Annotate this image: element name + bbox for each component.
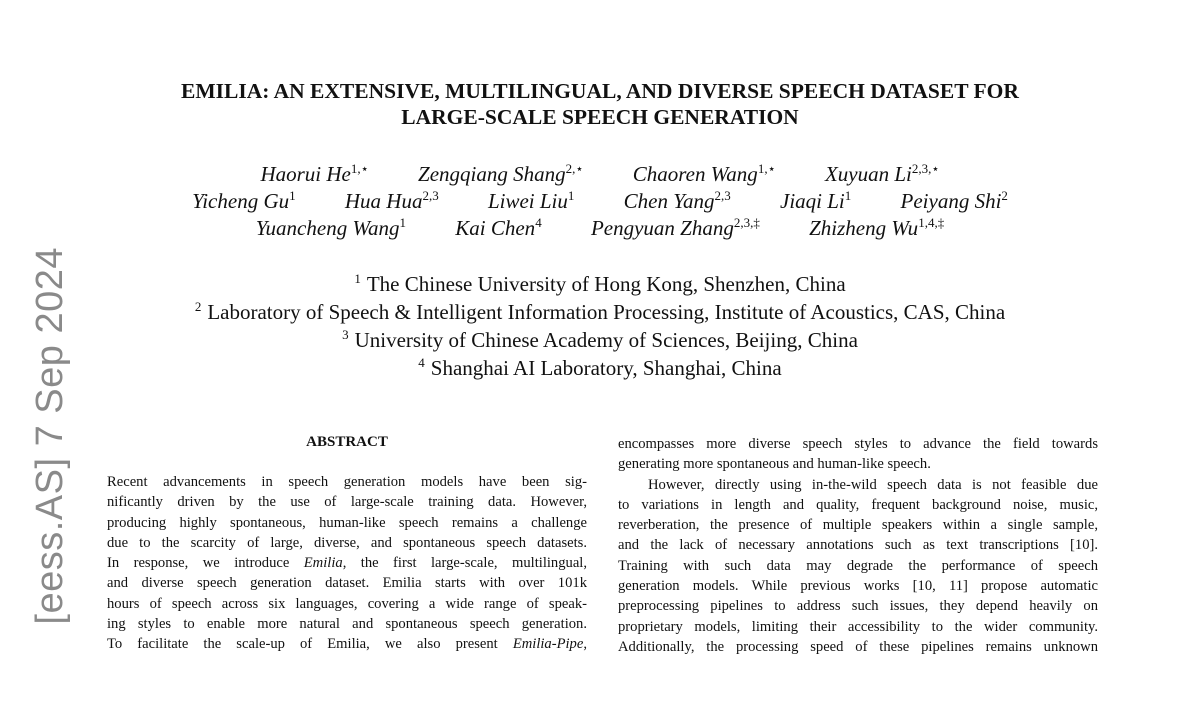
- author: [256, 215, 406, 242]
- author-row-1: [80, 161, 1120, 188]
- author: [901, 188, 1008, 215]
- author: [825, 161, 940, 188]
- body-line: and the lack of necessary annotations such as text transcriptions [10].: [618, 537, 1098, 554]
- author-affiliation-mark: 4: [535, 215, 542, 230]
- abstract-line: hours of speech across six languages, covering a wide range of speak-: [107, 595, 587, 612]
- affiliation: [80, 298, 1120, 326]
- introduction-column: [618, 434, 1098, 657]
- author: [809, 215, 944, 242]
- author-affiliation-mark: 1: [844, 188, 852, 203]
- author-name: Kai Chen: [455, 216, 536, 240]
- author-affiliation-mark: 2,3: [714, 188, 731, 203]
- abstract-line-text: ,: [583, 636, 587, 653]
- author-name: Zhizheng Wu: [809, 216, 919, 240]
- author-affiliation-mark: 2,3: [422, 188, 439, 203]
- affiliation: [80, 326, 1120, 354]
- body-line: proprietary models, limiting their accessibility to the wider community.: [618, 618, 1098, 635]
- body-line: preprocessing pipelines to address such issues, they depend heavily on: [618, 598, 1098, 615]
- author: [260, 161, 368, 188]
- pipeline-name-emphasis: Emilia-Pipe: [512, 636, 584, 653]
- body-line: encompasses more diverse speech styles to advance the field towards: [618, 436, 1098, 452]
- author-name: Yicheng Gu: [192, 189, 290, 213]
- author-name: Liwei Liu: [487, 189, 568, 213]
- abstract-line: ing styles to enable more natural and spontaneous speech generation.: [107, 616, 587, 633]
- author-name: Chen Yang: [623, 189, 715, 213]
- author: [624, 188, 731, 215]
- body-line: generating more spontaneous and human-like speech.: [618, 456, 931, 473]
- author: [345, 188, 439, 215]
- affiliation: [80, 354, 1120, 382]
- author-affiliation-mark: 2,⋆: [565, 161, 584, 176]
- author-affiliation-mark: 1,⋆: [350, 161, 369, 176]
- abstract-line-text: In response, we introduce: [107, 555, 304, 572]
- author: [488, 188, 574, 215]
- abstract-line-text: , the first large-scale, multilingual,: [342, 555, 588, 572]
- author-list: [80, 161, 1120, 242]
- author-affiliation-mark: 1,⋆: [757, 161, 776, 176]
- author-affiliation-mark: 2: [1001, 188, 1008, 203]
- author-affiliation-mark: 1: [289, 188, 296, 203]
- author-name: Pengyuan Zhang: [590, 216, 734, 240]
- author: [633, 161, 776, 188]
- author-name: Zengqiang Shang: [418, 162, 566, 186]
- author-row-2: [80, 188, 1120, 215]
- author-affiliation-mark: 2,3,‡: [733, 215, 760, 230]
- author: [455, 215, 541, 242]
- dataset-name-emphasis: Emilia: [303, 555, 343, 572]
- author-affiliation-mark: 1: [399, 215, 407, 230]
- affiliation-number: 4: [418, 355, 425, 370]
- affiliation-text: University of Chinese Academy of Sciences, Beijing, China: [354, 328, 858, 352]
- title-line-1: EMILIA: AN EXTENSIVE, MULTILINGUAL, AND DIVERSE SPEECH DATASET FOR: [181, 79, 1019, 103]
- body-line: to variations in length and quality, frequent background noise, music,: [618, 496, 1098, 513]
- author-name: Yuancheng Wang: [255, 216, 400, 240]
- affiliation-text: The Chinese University of Hong Kong, Shenzhen, China: [366, 272, 846, 296]
- abstract-line: nificantly driven by the use of large-scale training data. However,: [107, 494, 587, 511]
- author-affiliation-mark: 2,3,⋆: [911, 161, 940, 176]
- affiliation-text: Shanghai AI Laboratory, Shanghai, China: [430, 356, 782, 380]
- affiliation-list: [80, 270, 1120, 382]
- body-line: reverberation, the presence of multiple speakers within a single sample,: [618, 517, 1098, 534]
- affiliation-number: 3: [342, 327, 349, 342]
- body-line: generation models. While previous works [10, 11] propose automatic: [618, 578, 1098, 595]
- abstract-column: [107, 432, 587, 655]
- abstract-line-text: To facilitate the scale-up of Emilia, we also present: [107, 636, 513, 653]
- author: [192, 188, 296, 215]
- affiliation-text: Laboratory of Speech & Intelligent Information Processing, Institute of Acoustics, CAS, China: [207, 300, 1006, 324]
- author: [780, 188, 851, 215]
- body-line: However, directly using in-the-wild speech data is not feasible due: [648, 476, 1098, 493]
- body-line: Training with such data may degrade the performance of speech: [618, 557, 1098, 574]
- author-row-3: [80, 215, 1120, 242]
- author-name: Haorui He: [260, 162, 351, 186]
- body-line: Additionally, the processing speed of these pipelines remains unknown: [618, 638, 1098, 655]
- author: [591, 215, 760, 242]
- abstract-line: [107, 553, 587, 573]
- abstract-line: and diverse speech generation dataset. Emilia starts with over 101k: [107, 575, 587, 592]
- author-name: Chaoren Wang: [632, 162, 758, 186]
- abstract-line: producing highly spontaneous, human-like speech remains a challenge: [107, 514, 587, 531]
- author-name: Hua Hua: [344, 189, 423, 213]
- abstract-line: due to the scarcity of large, diverse, and spontaneous speech datasets.: [107, 534, 587, 551]
- author-name: Xuyuan Li: [824, 162, 912, 186]
- author-name: Peiyang Shi: [900, 189, 1002, 213]
- author-name: Jiaqi Li: [780, 189, 845, 213]
- author: [418, 161, 583, 188]
- title-line-2: LARGE-SCALE SPEECH GENERATION: [401, 105, 799, 129]
- paper-title: [100, 78, 1100, 130]
- affiliation-number: 1: [354, 271, 361, 286]
- affiliation: [80, 270, 1120, 298]
- abstract-line: Recent advancements in speech generation models have been sig-: [107, 474, 587, 490]
- author-affiliation-mark: 1: [567, 188, 575, 203]
- abstract-heading: ABSTRACT: [306, 434, 388, 450]
- affiliation-number: 2: [194, 299, 202, 314]
- arxiv-identifier-stamp: [eess.AS] 7 Sep 2024: [29, 247, 71, 625]
- abstract-line: [107, 634, 587, 654]
- author-affiliation-mark: 1,4,‡: [918, 215, 945, 230]
